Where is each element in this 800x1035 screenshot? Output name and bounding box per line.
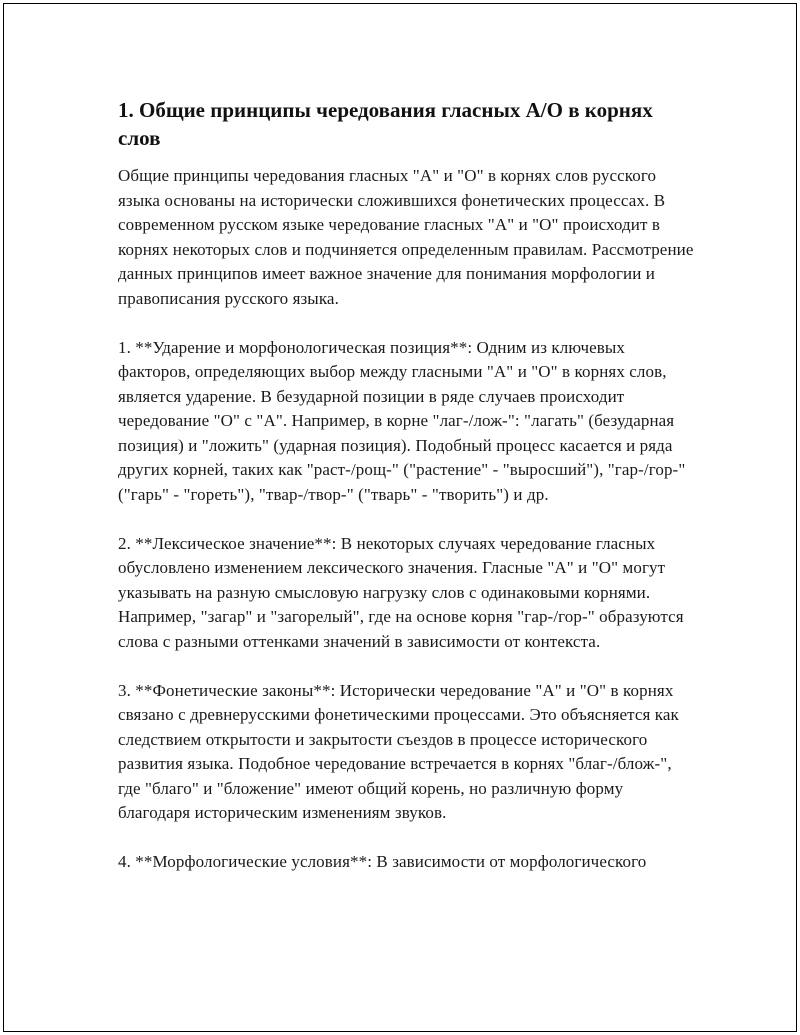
point-stress-paragraph: 1. **Ударение и морфонологическая позиция**: Одним из ключевых факторов, определяющих выбор между гласными "А" и "О" в корнях слов, является ударение. В безударной позиции в ряде случаев происходит чередование "О" с "А". Например, в корне "лаг-/лож-": "лагать" (безударная позиция) и "ложить" (ударная позиция). Подобный процесс касается и ряда других корней, таких как "раст-/рощ-" ("растение" - "выросший"), "гар-/гор-" ("гарь" - "гореть"), "твар-/твор-" ("тварь" - "творить") и др. [118, 337, 686, 504]
point-phonetic-paragraph: 3. **Фонетические законы**: Исторически чередование "А" и "О" в корнях связано с древнерусскими фонетическими процессами. Это объясняется как следствием открытости и закрытости съездов в процессе исторического развития языка. Подобное чередование встречается в корнях "благ-/блож-", где "благо" и "бложение" имеют общий корень, но различную форму благодаря историческим изменениям звуков. [118, 680, 679, 822]
point-lexical-paragraph: 2. **Лексическое значение**: В некоторых случаях чередование гласных обусловлено изменением лексического значения. Гласные "А" и "О" могут указывать на разную смысловую нагрузку слов с одинаковыми корнями. Например, "загар" и "загорелый", где на основе корня "гар-/гор-" образуются слова с разными оттенками значений в зависимости от контекста. [118, 533, 684, 651]
document-page [3, 3, 797, 1032]
point-morphological-paragraph: 4. **Морфологические условия**: В зависимости от морфологического [118, 852, 647, 871]
section-heading: 1. Общие принципы чередования гласных А/О в корнях слов [118, 98, 653, 150]
document-content [118, 96, 698, 899]
intro-paragraph: Общие принципы чередования гласных "А" и "О" в корнях слов русского языка основаны на исторически сложившихся фонетических процессах. В современном русском языке чередование гласных "А" и "О" происходит в корнях некоторых слов и подчиняется определенным правилам. Рассмотрение данных принципов имеет важное значение для понимания морфологии и правописания русского языка. [118, 166, 694, 308]
